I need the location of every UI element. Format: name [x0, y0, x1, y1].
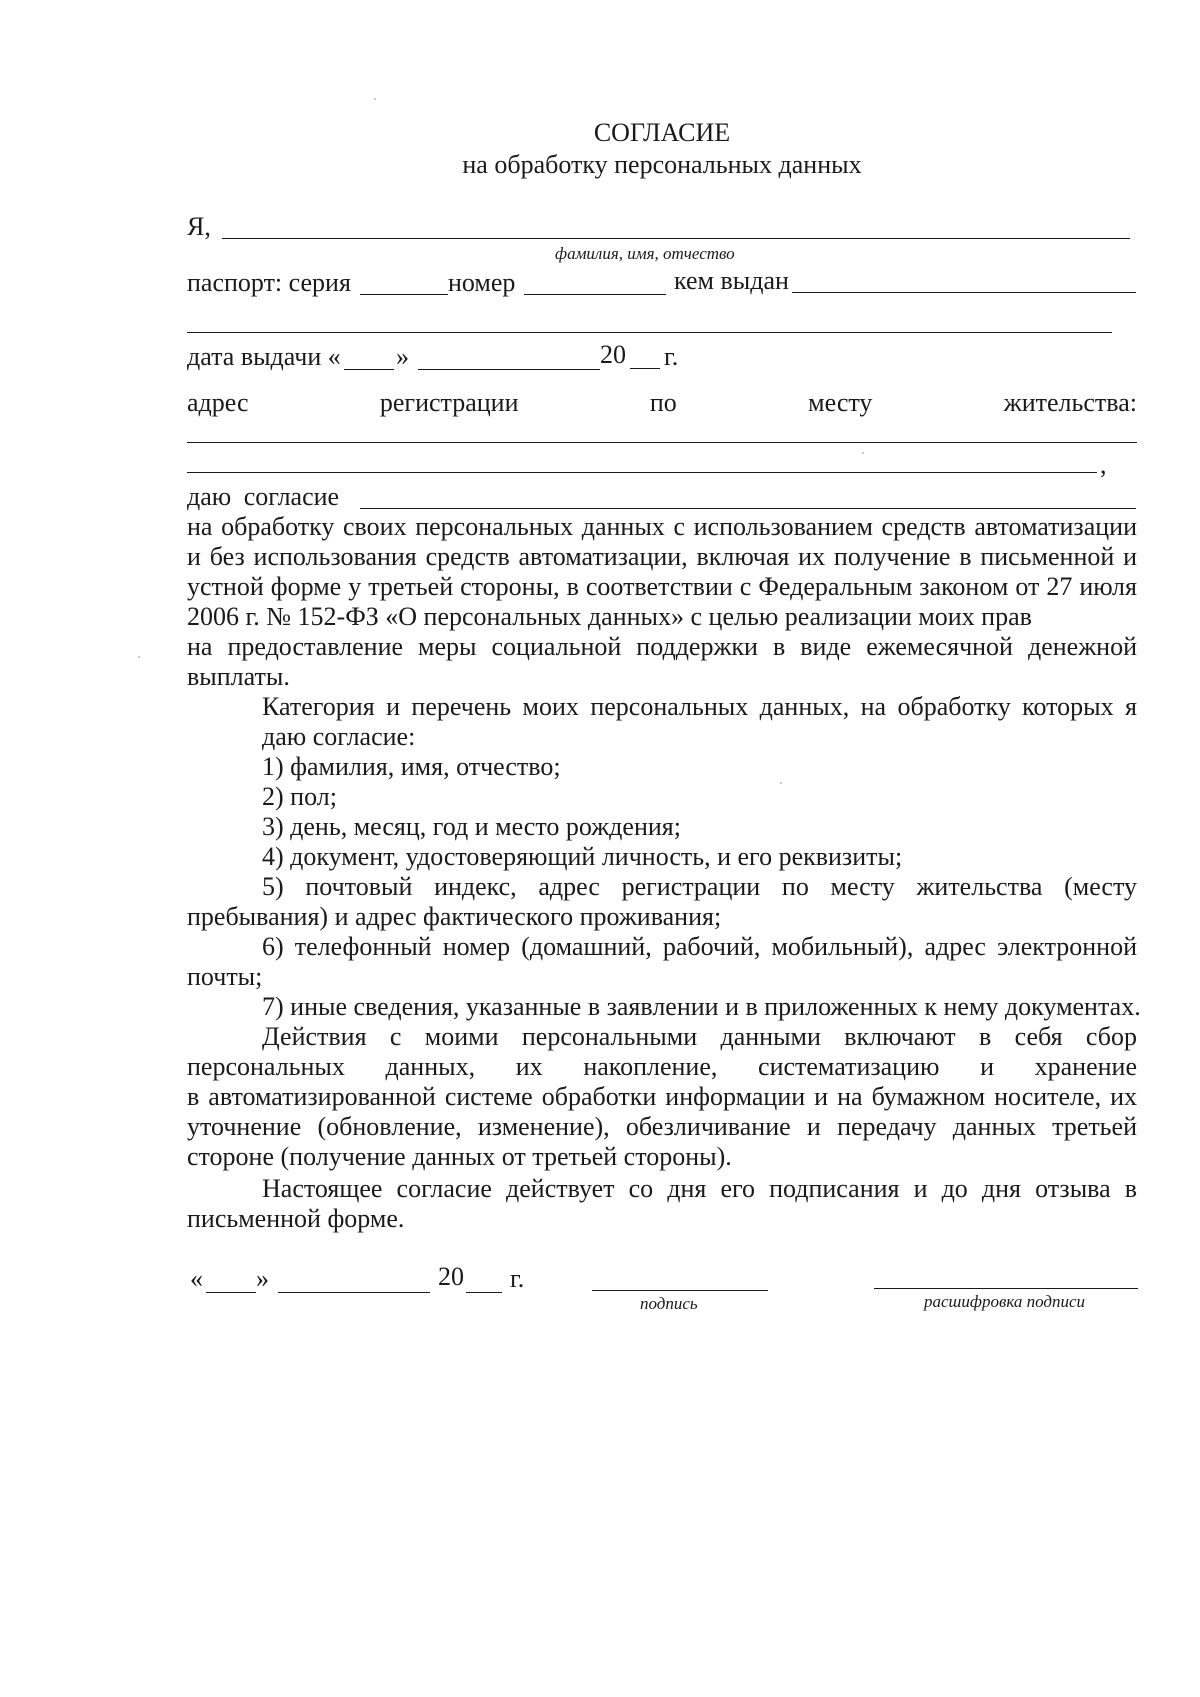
issue-year-prefix: 20: [600, 340, 626, 369]
list-item-line: почты;: [187, 962, 263, 991]
address-field-line-2[interactable]: [187, 472, 1097, 473]
validity-paragraph: [187, 1174, 1137, 1234]
fio-field-line[interactable]: [222, 238, 1130, 239]
address-comma: ,: [1100, 450, 1107, 479]
address-word: жительства:: [1003, 388, 1137, 417]
category-paragraph: [187, 692, 1137, 752]
caption-signature-decoding: расшифровка подписи: [924, 1292, 1086, 1311]
actions-line: стороне (получение данных от третьей стороны).: [187, 1142, 732, 1171]
issue-date-close-quote: »: [396, 342, 409, 371]
scan-speck: [138, 656, 140, 658]
label-i: Я,: [187, 212, 211, 241]
list-item: 3) день, месяц, год и место рождения;: [262, 812, 681, 841]
signature-field[interactable]: [592, 1290, 768, 1291]
list-item-line: 5) почтовый индекс, адрес регистрации по месту жительства (месту: [262, 872, 1137, 901]
address-label-row: [187, 388, 1137, 418]
consent-recipient-field[interactable]: [360, 508, 1136, 509]
actions-line: Действия с моими персональными данными включают в себя сбор: [262, 1022, 1137, 1051]
body-line: 2006 г. № 152-ФЗ «О персональных данных» с целью реализации моих прав: [187, 602, 1032, 631]
passport-issued-by-field-cont[interactable]: [187, 332, 1112, 333]
actions-paragraph: [187, 1022, 1137, 1172]
body-line: на предоставление меры социальной поддержки в виде ежемесячной денежной: [187, 632, 1137, 661]
sign-day-field[interactable]: [206, 1292, 256, 1293]
validity-line: письменной форме.: [187, 1204, 405, 1233]
sign-year-suffix: г.: [510, 1264, 525, 1293]
scan-speck: [374, 98, 376, 100]
actions-line: персональных данных, их накопление, систематизацию и хранение: [187, 1052, 1137, 1081]
data-items-list: [262, 752, 902, 872]
list-item: 1) фамилия, имя, отчество;: [262, 752, 561, 781]
category-line: даю согласие:: [262, 722, 416, 751]
actions-line: уточнение (обновление, изменение), обезличивание и передачу данных третьей: [187, 1112, 1137, 1141]
sign-date-close-quote: »: [256, 1264, 269, 1293]
passport-number-field[interactable]: [524, 294, 666, 295]
address-field-line-1[interactable]: [187, 442, 1137, 443]
body-line: устной форме у третьей стороны, в соответствии с Федеральным законом от 27 июля: [187, 572, 1137, 601]
list-item-6: [187, 932, 1137, 992]
sign-month-field[interactable]: [278, 1292, 430, 1293]
address-word: регистрации: [379, 388, 519, 417]
address-word: по: [649, 388, 677, 417]
scan-speck: [862, 452, 864, 454]
passport-issued-by-label: кем выдан: [674, 266, 789, 295]
sign-date-open-quote: «: [190, 1264, 203, 1293]
list-item: 4) документ, удостоверяющий личность, и его реквизиты;: [262, 842, 903, 871]
document-title: СОГЛАСИЕ: [593, 118, 731, 147]
consent-body: [187, 512, 1137, 692]
passport-series-label: паспорт: серия: [187, 268, 351, 297]
body-line: и без использования средств автоматизации, включая их получение в письменной и: [187, 542, 1137, 571]
issue-month-field[interactable]: [418, 369, 600, 370]
list-item-7: 7) иные сведения, указанные в заявлении и в приложенных к нему документах.: [262, 992, 1141, 1021]
address-word: месту: [808, 388, 873, 417]
scan-speck: [780, 782, 782, 784]
issue-date-label: дата выдачи «: [187, 342, 341, 371]
issue-year-field[interactable]: [630, 368, 660, 369]
caption-fio: фамилия, имя, отчество: [555, 244, 735, 263]
body-line: выплаты.: [187, 662, 290, 691]
passport-series-field[interactable]: [360, 294, 448, 295]
issue-day-field[interactable]: [344, 369, 394, 370]
list-item-5: [187, 872, 1137, 932]
sign-year-field[interactable]: [466, 1292, 502, 1293]
passport-number-label: номер: [448, 268, 516, 297]
list-item-line: пребывания) и адрес фактического проживания;: [187, 902, 722, 931]
caption-signature: подпись: [640, 1294, 698, 1313]
sign-year-prefix: 20: [438, 1262, 464, 1291]
address-word: адрес: [187, 388, 249, 417]
list-item: 2) пол;: [262, 782, 337, 811]
passport-issued-by-field[interactable]: [792, 292, 1136, 293]
consent-label: даю согласие: [187, 482, 340, 511]
signature-decoding-field[interactable]: [874, 1288, 1138, 1289]
document-subtitle: на обработку персональных данных: [462, 150, 862, 179]
validity-line: Настоящее согласие действует со дня его подписания и до дня отзыва в: [262, 1174, 1137, 1203]
actions-line: в автоматизированной системе обработки информации и на бумажном носителе, их: [187, 1082, 1137, 1111]
body-line: на обработку своих персональных данных с использованием средств автоматизации: [187, 512, 1137, 541]
issue-year-suffix: г.: [664, 342, 679, 371]
list-item-line: 6) телефонный номер (домашний, рабочий, мобильный), адрес электронной: [262, 932, 1137, 961]
category-line: Категория и перечень моих персональных данных, на обработку которых я: [262, 692, 1137, 721]
